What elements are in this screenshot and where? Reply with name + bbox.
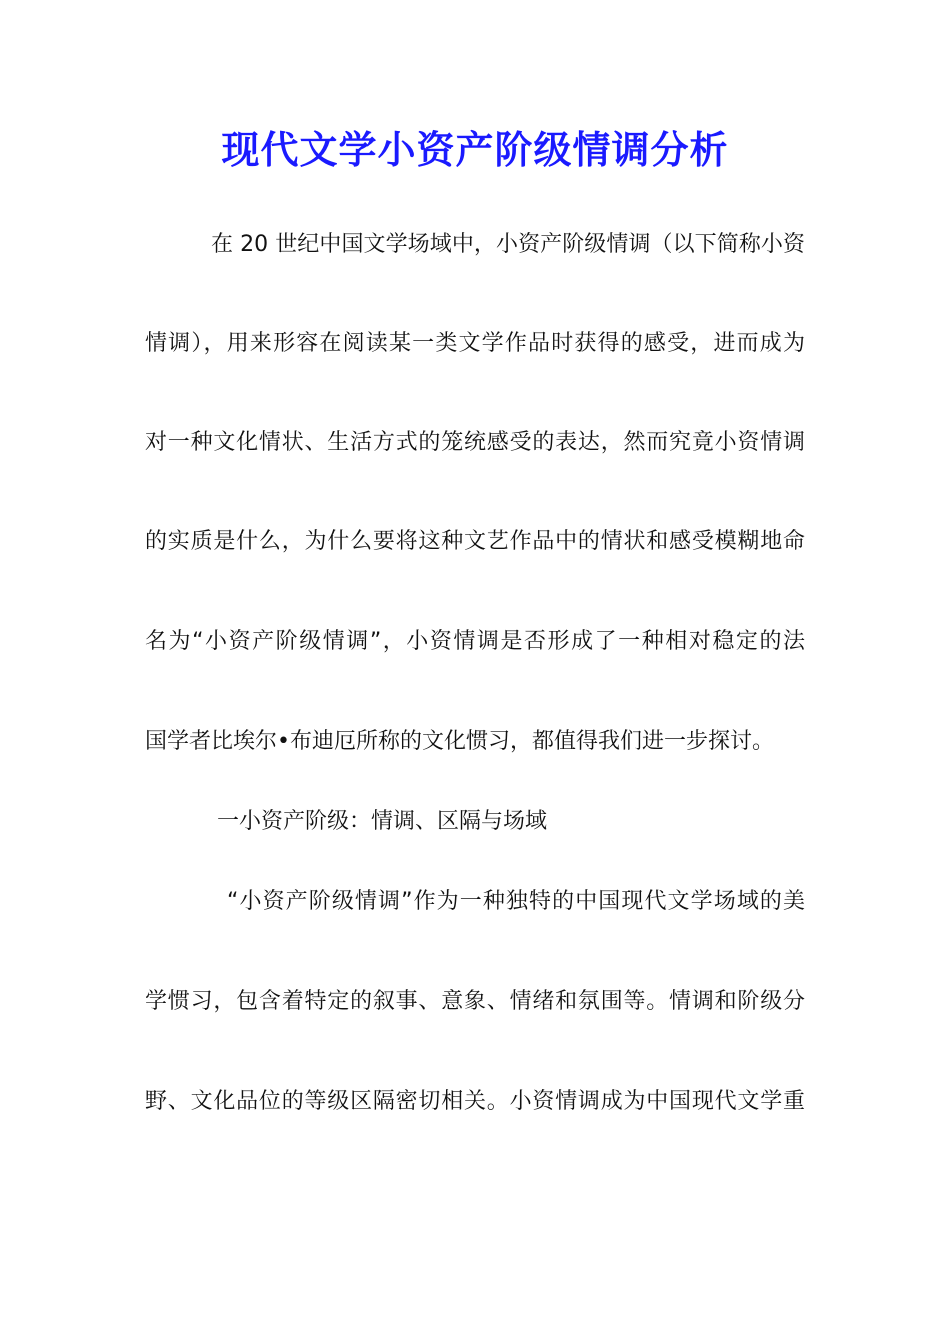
paragraph-2-line-1: “小资产阶级情调”作为一种独特的中国现代文学场域的美	[227, 889, 805, 914]
document-title: 现代文学小资产阶级情调分析	[221, 127, 729, 172]
paragraph-1-line-3: 对一种文化情状、生活方式的笼统感受的表达，然而究竟小资情调	[145, 430, 805, 455]
paragraph-2-line-3: 野、文化品位的等级区隔密切相关。小资情调成为中国现代文学重	[145, 1089, 805, 1114]
section-heading: 一小资产阶级：情调、区隔与场域	[217, 809, 548, 834]
paragraph-2-line-2: 学惯习，包含着特定的叙事、意象、情绪和氛围等。情调和阶级分	[145, 989, 805, 1014]
paragraph-1-line-5: 名为“小资产阶级情调”，小资情调是否形成了一种相对稳定的法	[145, 629, 805, 654]
paragraph-1-line-6: 国学者比埃尔•布迪厄所称的文化惯习，都值得我们进一步探讨。	[145, 729, 774, 754]
paragraph-1-line-2: 情调），用来形容在阅读某一类文学作品时获得的感受，进而成为	[145, 331, 805, 356]
paragraph-1-line-4: 的实质是什么，为什么要将这种文艺作品中的情状和感受模糊地命	[145, 529, 805, 554]
paragraph-1-line-1: 在 20 世纪中国文学场域中，小资产阶级情调（以下简称小资	[211, 232, 805, 257]
